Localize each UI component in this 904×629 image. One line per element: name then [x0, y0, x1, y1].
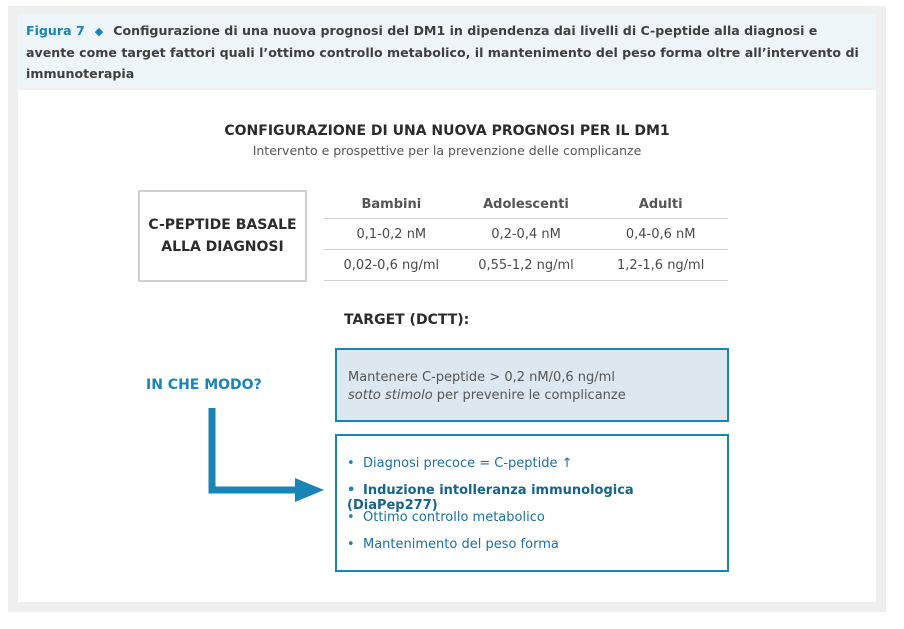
table-header-cell: Adolescenti — [483, 196, 569, 212]
table-cell: 0,2-0,4 nM — [491, 226, 561, 242]
cpeptide-line1: C-PEPTIDE BASALE — [148, 217, 297, 233]
target-italic: sotto stimolo — [348, 388, 433, 403]
how-label: IN CHE MODO? — [146, 377, 262, 393]
table-header-cell: Bambini — [361, 196, 422, 212]
table-header-row — [324, 190, 728, 219]
target-line2 — [348, 388, 626, 403]
strategy-list-box — [335, 434, 729, 572]
table-header-cell: Adulti — [638, 196, 683, 212]
table-row — [324, 250, 728, 281]
caption-body: Configurazione di una nuova prognosi del DM1 in dipendenza dai livelli di C-peptide alla diagnosi e avente come target fattori quali l’ottimo controllo metabolico, il mantenimento del peso forma oltre all’intervento di immunoterapia — [26, 23, 859, 81]
bullet-icon: • — [347, 510, 355, 525]
diagram-panel — [18, 90, 876, 602]
list-item — [347, 483, 727, 513]
target-box — [335, 348, 729, 422]
target-line1: Mantenere C-peptide > 0,2 nM/0,6 ng/ml — [348, 370, 615, 385]
diamond-icon: ◆ — [94, 25, 104, 38]
table-cell: 0,55-1,2 ng/ml — [478, 257, 574, 273]
elbow-arrow-icon — [202, 408, 332, 508]
diagram-title: CONFIGURAZIONE DI UNA NUOVA PROGNOSI PER IL DM1 — [224, 123, 670, 139]
figure-caption — [18, 14, 876, 88]
figure-label: Figura 7 — [26, 23, 85, 38]
table-row — [324, 219, 728, 250]
list-item — [347, 456, 573, 471]
bullet-icon: • — [347, 483, 356, 498]
table-cell: 0,4-0,6 nM — [625, 226, 696, 242]
cpeptide-table — [324, 190, 728, 281]
list-item-text: Induzione intolleranza immunologica (DiaPep277) — [347, 483, 634, 513]
table-cell: 1,2-1,6 ng/ml — [617, 257, 705, 273]
cpeptide-line2: ALLA DIAGNOSI — [161, 239, 284, 255]
target-rest: per prevenire le complicanze — [432, 388, 626, 403]
diagram-subtitle: Intervento e prospettive per la prevenzione delle complicanze — [252, 143, 642, 158]
target-label: TARGET (DCTT): — [344, 312, 470, 328]
table-cell: 0,02-0,6 ng/ml — [343, 257, 440, 273]
list-item-text: Mantenimento del peso forma — [363, 537, 559, 552]
list-item — [347, 537, 559, 552]
list-item-text: Ottimo controllo metabolico — [363, 510, 545, 525]
caption-text — [26, 20, 866, 84]
bullet-icon: • — [347, 537, 355, 552]
table-cell: 0,1-0,2 nM — [356, 226, 427, 242]
list-item-text: Diagnosi precoce = C-peptide ↑ — [363, 456, 573, 471]
list-item — [347, 510, 545, 525]
cpeptide-box — [138, 190, 307, 282]
bullet-icon: • — [347, 456, 355, 471]
